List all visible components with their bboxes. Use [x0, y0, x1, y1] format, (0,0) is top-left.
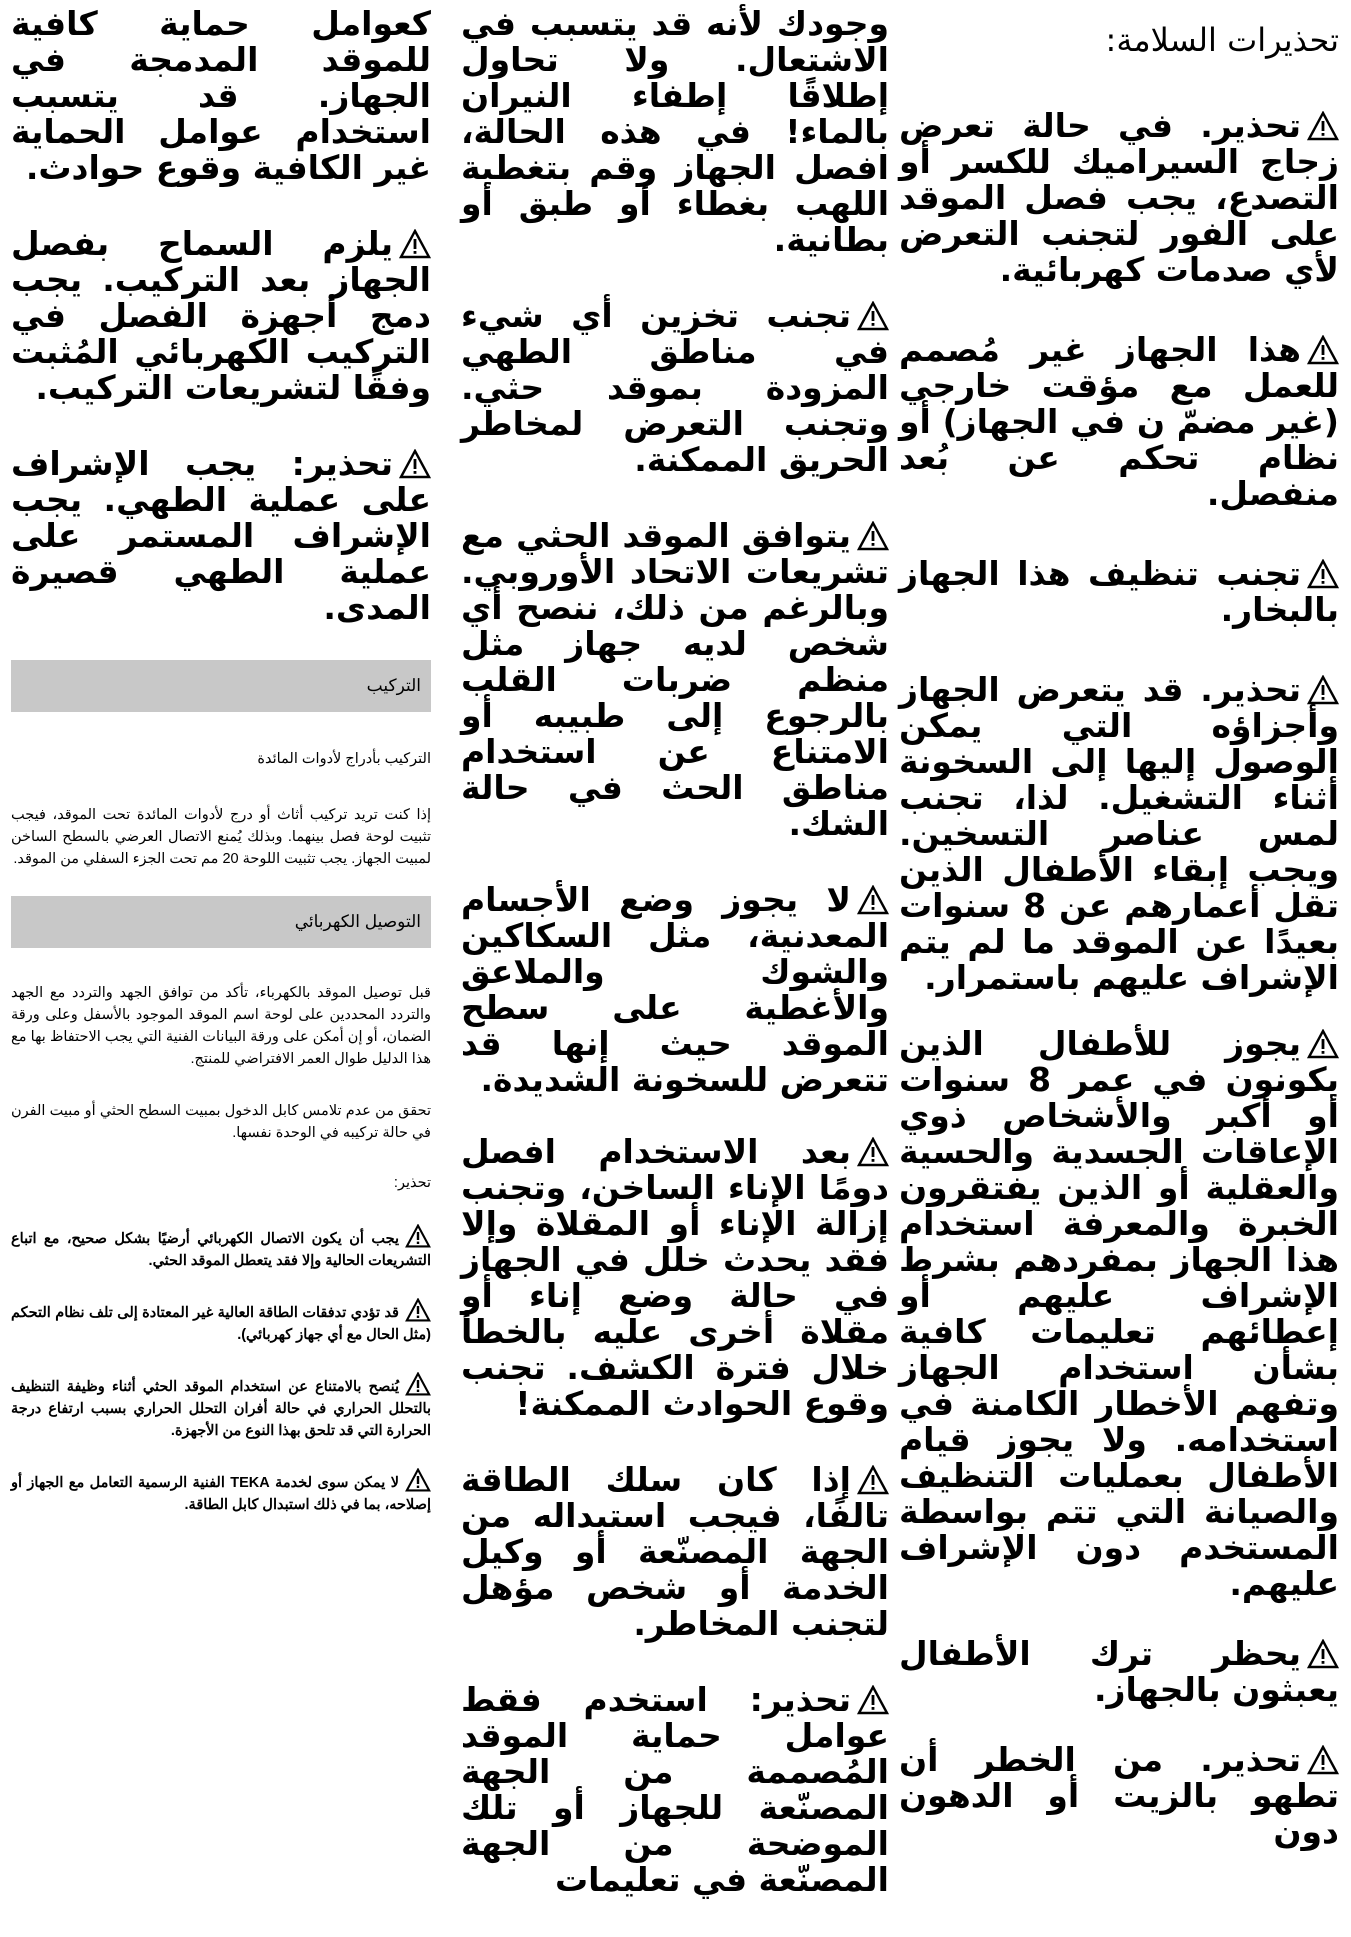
warning-triangle-icon: [399, 229, 431, 259]
safety-heading: تحذيرات السلامة:: [1105, 21, 1339, 59]
paragraph-guards-cont: كعوامل حماية كافية للموقد المدمجة في الجهاز. قد يتسبب استخدام عوامل الحماية غير الكافية وقوع حوادث.: [11, 4, 431, 187]
warning-oil-cooking: تحذير. من الخطر أن تطهو بالزيت أو الدهون دون: [899, 1740, 1339, 1851]
warning-steam-cleaning: تجنب تنظيف هذا الجهاز بالبخار.: [899, 554, 1339, 629]
warning-hot-parts: تحذير. قد يتعرض الجهاز وأجزاؤه التي يمكن الوصول إليها إلى السخونة أثناء التشغيل. لذا، تجنب لمس عناصر التسخين. ويجب إبقاء الأطفال الذين تقل أعمارهم عن 8 سنوات بعيدًا عن الموقد ما لم يتم الإشراف عليهم باستمرار.: [899, 670, 1339, 997]
electrical-warning-earthing: يجب أن يكون الاتصال الكهربائي أرضيًا بشكل صحيح، مع اتباع التشريعات الحالية وإلا فقد يتعطل الموقد الحثي.: [11, 1224, 431, 1272]
installation-paragraph: إذا كنت تريد تركيب أثاث أو درج لأدوات المائدة تحت الموقد، فيجب تثبيت لوحة فصل بينهما. وبذلك يُمنع الاتصال العرضي بالسطح الساخن لمبيت الجهاز. يجب تثبيت اللوحة 20 مم تحت الجزء السفلي من الموقد.: [11, 807, 431, 867]
warning-power-cord: إذا كان سلك الطاقة تالفًا، فيجب استبداله من الجهة المصنّعة أو وكيل الخدمة أو شخص مؤهل لتجنب المخاطر.: [461, 1460, 889, 1643]
warning-ceramic-glass: تحذير. في حالة تعرض زجاج السيراميك للكسر أو التصدع، يجب فصل الموقد على الفور لتجنب التعرض لأي صدمات كهربائية.: [899, 106, 1339, 289]
warning-triangle-icon: [857, 301, 889, 331]
warning-storage: تجنب تخزين أي شيء في مناطق الطهي المزودة بموقد حثي. وتجنب التعرض لمخاطر الحريق الممكنة.: [461, 296, 889, 479]
warning-triangle-icon: [1307, 1745, 1339, 1775]
warning-triangle-icon: [1307, 559, 1339, 589]
electrical-paragraph-2: تحقق من عدم تلامس كابل الدخول بمبيت السطح الحثي أو مبيت الفرن في حالة تركيبه في الوحدة نفسها.: [11, 1103, 431, 1141]
warning-triangle-icon: [405, 1298, 431, 1322]
warning-triangle-icon: [857, 1137, 889, 1167]
warning-triangle-icon: [405, 1468, 431, 1492]
warning-triangle-icon: [1307, 675, 1339, 705]
warning-supervise: تحذير: يجب الإشراف على عملية الطهي. يجب الإشراف المستمر على عملية الطهي قصيرة المدى.: [11, 444, 431, 627]
warning-triangle-icon: [857, 521, 889, 551]
electrical-warning-label: تحذير:: [393, 1175, 431, 1191]
electrical-warning-surges: قد تؤدي تدفقات الطاقة العالية غير المعتادة إلى تلف نظام التحكم (مثل الحال مع أي جهاز كهربائي).: [11, 1298, 431, 1346]
paragraph-fire: وجودك لأنه قد يتسبب في الاشتعال. ولا تحاول إطلاقًا إطفاء النيران بالماء! في هذه الحالة، افصل الجهاز وقم بتغطية اللهب بغطاء أو طبق أو بطانية.: [461, 4, 889, 259]
warning-external-timer: هذا الجهاز غير مُصمم للعمل مع مؤقت خارجي (غير مضمّ ن في الجهاز) أو نظام تحكم عن بُعد منفصل.: [899, 330, 1339, 513]
warning-pacemaker: يتوافق الموقد الحثي مع تشريعات الاتحاد الأوروبي. وبالرغم من ذلك، ننصح أي شخص لديه جهاز مثل منظم ضربات القلب بالرجوع إلى طبيبه أو الامتناع عن استخدام مناطق الحث في حالة الشك.: [461, 516, 889, 843]
warning-triangle-icon: [857, 1685, 889, 1715]
warning-triangle-icon: [1307, 1029, 1339, 1059]
warning-triangle-icon: [857, 885, 889, 915]
electrical-paragraph-1: قبل توصيل الموقد بالكهرباء، تأكد من توافق الجهد والتردد مع الجهد والتردد المحددين على لوحة اسم الموقد الموجود بالأسفل وعلى ورقة الضمان، أو إن أمكن على ورقة البيانات الفنية التي يجب الاحتفاظ بها مع هذا الدليل طوال العمر الافتراضي للمنتج.: [11, 985, 431, 1067]
electrical-title: التوصيل الكهربائي: [294, 912, 421, 931]
installation-section-bar: [11, 660, 431, 712]
warning-triangle-icon: [1307, 335, 1339, 365]
warning-triangle-icon: [399, 449, 431, 479]
warning-children-usage: يجوز للأطفال الذين يكونون في عمر 8 سنوات أو أكبر والأشخاص ذوي الإعاقات الجسدية والحسية والعقلية أو الذين يفتقرون الخبرة والمعرفة استخدام هذا الجهاز بمفردهم بشرط الإشراف عليهم أو إعطائهم تعليمات كافية بشأن استخدام الجهاز وتفهم الأخطار الكامنة في استخدامه. ولا يجوز قيام الأطفال بعمليات التنظيف والصيانة التي تتم بواسطة المستخدم دون الإشراف عليهم.: [899, 1024, 1339, 1603]
warning-triangle-icon: [405, 1372, 431, 1396]
electrical-warning-service: لا يمكن سوى لخدمة TEKA الفنية الرسمية التعامل مع الجهاز أو إصلاحه، بما في ذلك استبدال كابل الطاقة.: [11, 1468, 431, 1516]
electrical-warning-pyrolytic: يُنصح بالامتناع عن استخدام الموقد الحثي أثناء وظيفة التنظيف بالتحلل الحراري في حالة أفران التحلل الحراري بسبب ارتفاع درجة الحرارة التي قد تلحق بهذا النوع من الأجهزة.: [11, 1372, 431, 1442]
warning-triangle-icon: [1307, 1639, 1339, 1669]
warning-triangle-icon: [1307, 111, 1339, 141]
middle-column: [461, 0, 889, 1898]
right-column: [899, 0, 1339, 1850]
warning-after-use: بعد الاستخدام افصل دومًا الإناء الساخن، وتجنب إزالة الإناء أو المقلاة وإلا فقد يحدث خلل في الجهاز في حالة وضع إناء أو مقلاة أخرى عليه بالخطأ خلال فترة الكشف. تجنب وقوع الحوادث الممكنة!: [461, 1132, 889, 1423]
installation-subtitle: التركيب بأدراج لأدوات المائدة: [257, 751, 431, 767]
warning-triangle-icon: [405, 1224, 431, 1248]
warning-triangle-icon: [857, 1465, 889, 1495]
warning-metal-objects: لا يجوز وضع الأجسام المعدنية، مثل السكاكين والشوك والملاعق والأغطية على سطح الموقد حيث إنها قد تتعرض للسخونة الشديدة.: [461, 880, 889, 1099]
warning-children-play: يحظر ترك الأطفال يعبثون بالجهاز.: [899, 1634, 1339, 1709]
warning-disconnect: يلزم السماح بفصل الجهاز بعد التركيب. يجب دمج أجهزة الفصل في التركيب الكهربائي المُثبت وفقًا لتشريعات التركيب.: [11, 224, 431, 407]
electrical-section-bar: [11, 896, 431, 948]
warning-hob-guards: تحذير: استخدم فقط عوامل حماية الموقد المُصممة من الجهة المصنّعة للجهاز أو تلك الموضحة من الجهة المصنّعة في تعليمات: [461, 1680, 889, 1899]
installation-title: التركيب: [366, 676, 421, 695]
left-column: [11, 0, 431, 1516]
